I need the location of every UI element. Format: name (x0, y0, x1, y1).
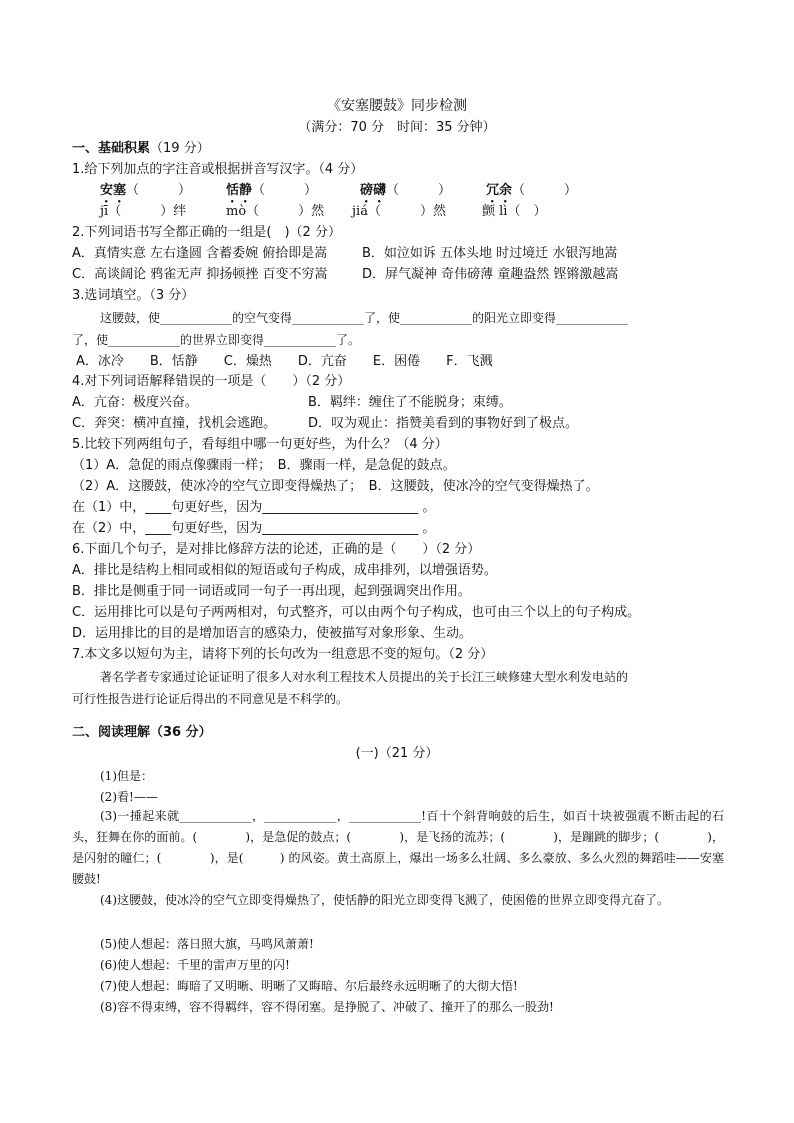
q1-word: 冗余 (486, 183, 513, 198)
q4-option-a[interactable]: A．亢奋：极度兴奋。 (72, 395, 198, 410)
question-2-stem: 2.下列词语书写全都正确的一组是( )（2 分） (72, 225, 341, 240)
question-3-options: A．冰冷 B．恬静 C．燥热 D．亢奋 E．困倦 F．飞溅 (76, 354, 493, 369)
reading-paragraph-6: (6)使人想起：千里的雷声万里的闪! (100, 958, 290, 972)
question-1-stem: 1.给下列加点的字注音或根据拼音写汉字。（4 分） (72, 162, 364, 177)
q1-item-6 (226, 203, 352, 221)
question-5-answer-2[interactable]: 在（2）中，____句更好些，因为________________________ 。 (72, 521, 436, 536)
q1-item-7 (352, 203, 482, 221)
question-6-stem: 6.下面几个句子，是对排比修辞方法的论述，正确的是（ ）（2 分） (72, 542, 481, 557)
section-heading-reading: 二、阅读理解（36 分） (72, 725, 212, 740)
q4-option-d[interactable]: D．叹为观止：指赞美看到的事物好到了极点。 (308, 416, 579, 431)
q1-word: 安塞 (100, 183, 127, 198)
q6-option-c[interactable]: C．运用排比可以是句子两两相对，句式整齐，可以由两个句子构成，也可由三个以上的句子构成。 (72, 605, 641, 620)
section-score: （19 分） (150, 141, 210, 156)
q1-blank[interactable]: （ ） (507, 204, 547, 219)
question-1-row-2 (100, 203, 546, 221)
q1-word: 恬静 (226, 183, 253, 198)
page-subtitle: （满分：70 分 时间：35 分钟） (298, 120, 496, 135)
q1-blank[interactable]: （ ）然 (367, 204, 446, 219)
q4-option-c[interactable]: C．奔突：横冲直撞，找机会逃跑。 (72, 416, 277, 431)
q6-option-b[interactable]: B．排比是侧重于同一词语或同一句子一再出现，起到强调突出作用。 (72, 584, 471, 599)
question-2-options-ab (72, 245, 617, 263)
reading-paragraph-4: (4)这腰鼓，使冰冷的空气立即变得燥热了，使恬静的阳光立即变得飞溅了，使困倦的世界立即变得亢奋了。 (100, 893, 670, 907)
question-5-answer-1[interactable]: 在（1）中，____句更好些，因为________________________ 。 (72, 500, 436, 515)
reading-paragraph-3: (3)一捶起来就____________，____________，____________!百十个斜背响鼓的后生，如百十块被强震不断击起的石头，狂舞在你的面前。( )，是急促的鼓点；( )，是飞扬的流苏；( )，是蹦跳的脚步；( )，是闪射的瞳仁；( )，是( ) 的风姿。黄土高原上，爆出一场多么壮阔、多么豪放、多么火烈的舞蹈哇——安塞腰鼓! (72, 809, 724, 886)
question-3-line-1[interactable]: 这腰鼓，使____________的空气变得____________了，使____________的阳光立即变得____________ (100, 311, 629, 325)
q2-option-a[interactable]: A．真情实意 左右逢圆 含蓄委婉 俯拾即是嵩 (72, 246, 328, 261)
q1-pinyin: 颤 lì (482, 204, 508, 219)
q2-option-c[interactable]: C．高谈阔论 鸦雀无声 抑扬顿挫 百变不穷嵩 (72, 267, 328, 282)
page-title: 《安塞腰鼓》同步检测 (327, 98, 467, 114)
question-5-group-1: （1）A．急促的雨点像骤雨一样； B．骤雨一样，是急促的鼓点。 (72, 458, 456, 473)
q1-blank[interactable]: （ ）然 (246, 204, 325, 219)
question-3-stem: 3.选词填空。（3 分） (72, 288, 195, 303)
q1-blank[interactable]: （ ） (252, 183, 318, 198)
reading-paragraph-5: (5)使人想起：落日照大旗，马鸣风萧萧! (100, 937, 314, 951)
reading-paragraph-1: (1)但是： (100, 769, 153, 783)
question-7-stem: 7.本文多以短句为主，请将下列的长句改为一组意思不变的短句。（2 分） (72, 647, 494, 662)
q4-option-b[interactable]: B．羁绊：缠住了不能脱身；束缚。 (308, 395, 512, 410)
q1-item-8 (482, 203, 546, 221)
q1-blank[interactable]: （ ） (512, 183, 578, 198)
q1-pinyin: mò (226, 204, 247, 219)
question-7-passage-line-2: 可行性报告进行论证后得出的不同意见是不科学的。 (72, 692, 349, 706)
q1-blank[interactable]: （ ） (386, 183, 452, 198)
question-5-stem: 5.比较下列两组句子，看每组中哪一句更好些，为什么？（4 分） (72, 437, 448, 452)
question-7-passage-line-1: 著名学者专家通过论证证明了很多人对水利工程技术人员提出的关于长江三峡修建大型水利发电站的 (100, 670, 629, 684)
section-heading-text: 一、基础积累 (72, 141, 151, 156)
question-4-options-cd (72, 415, 578, 433)
q1-blank[interactable]: （ ） (126, 183, 192, 198)
q2-option-d[interactable]: D．屏气凝神 奇伟磅薄 童趣盎然 铿锵激越嵩 (362, 267, 619, 282)
question-4-options-ab (72, 394, 512, 412)
question-3-line-2[interactable]: 了，使____________的世界立即变得____________了。 (72, 333, 361, 347)
q1-word: 磅礴 (360, 183, 387, 198)
q6-option-d[interactable]: D．运用排比的目的是增加语言的感染力，使被描写对象形象、生动。 (72, 626, 473, 641)
q1-blank[interactable]: （ ）绊 (108, 204, 187, 219)
reading-paragraph-8: (8)容不得束缚，容不得羁绊，容不得闭塞。是挣脱了、冲破了、撞开了的那么一股劲! (100, 1000, 554, 1014)
section-heading-basics (72, 140, 210, 158)
q1-item-5 (100, 203, 226, 221)
reading-paragraph-2: (2)看!—— (100, 790, 158, 804)
q2-option-b[interactable]: B．如泣如诉 五体头地 时过境迁 水银泻地嵩 (362, 246, 618, 261)
reading-part-title: (一)（21 分） (355, 746, 439, 761)
question-4-stem: 4.对下列词语解释错误的一项是（ ）（2 分） (72, 374, 351, 389)
reading-paragraph-7: (7)使人想起：晦暗了又明晰、明晰了又晦暗、尔后最终永远明晰了的大彻大悟! (100, 979, 518, 993)
q1-pinyin: jī (100, 204, 109, 219)
q1-pinyin: jiá (352, 204, 368, 219)
question-2-options-cd (72, 266, 618, 284)
question-5-group-2: （2）A．这腰鼓，使冰冷的空气立即变得燥热了； B．这腰鼓，使冰冷的空气变得燥热了。 (72, 479, 599, 494)
q6-option-a[interactable]: A．排比是结构上相同或相似的短语或句子构成，成串排列，以增强语势。 (72, 563, 497, 578)
